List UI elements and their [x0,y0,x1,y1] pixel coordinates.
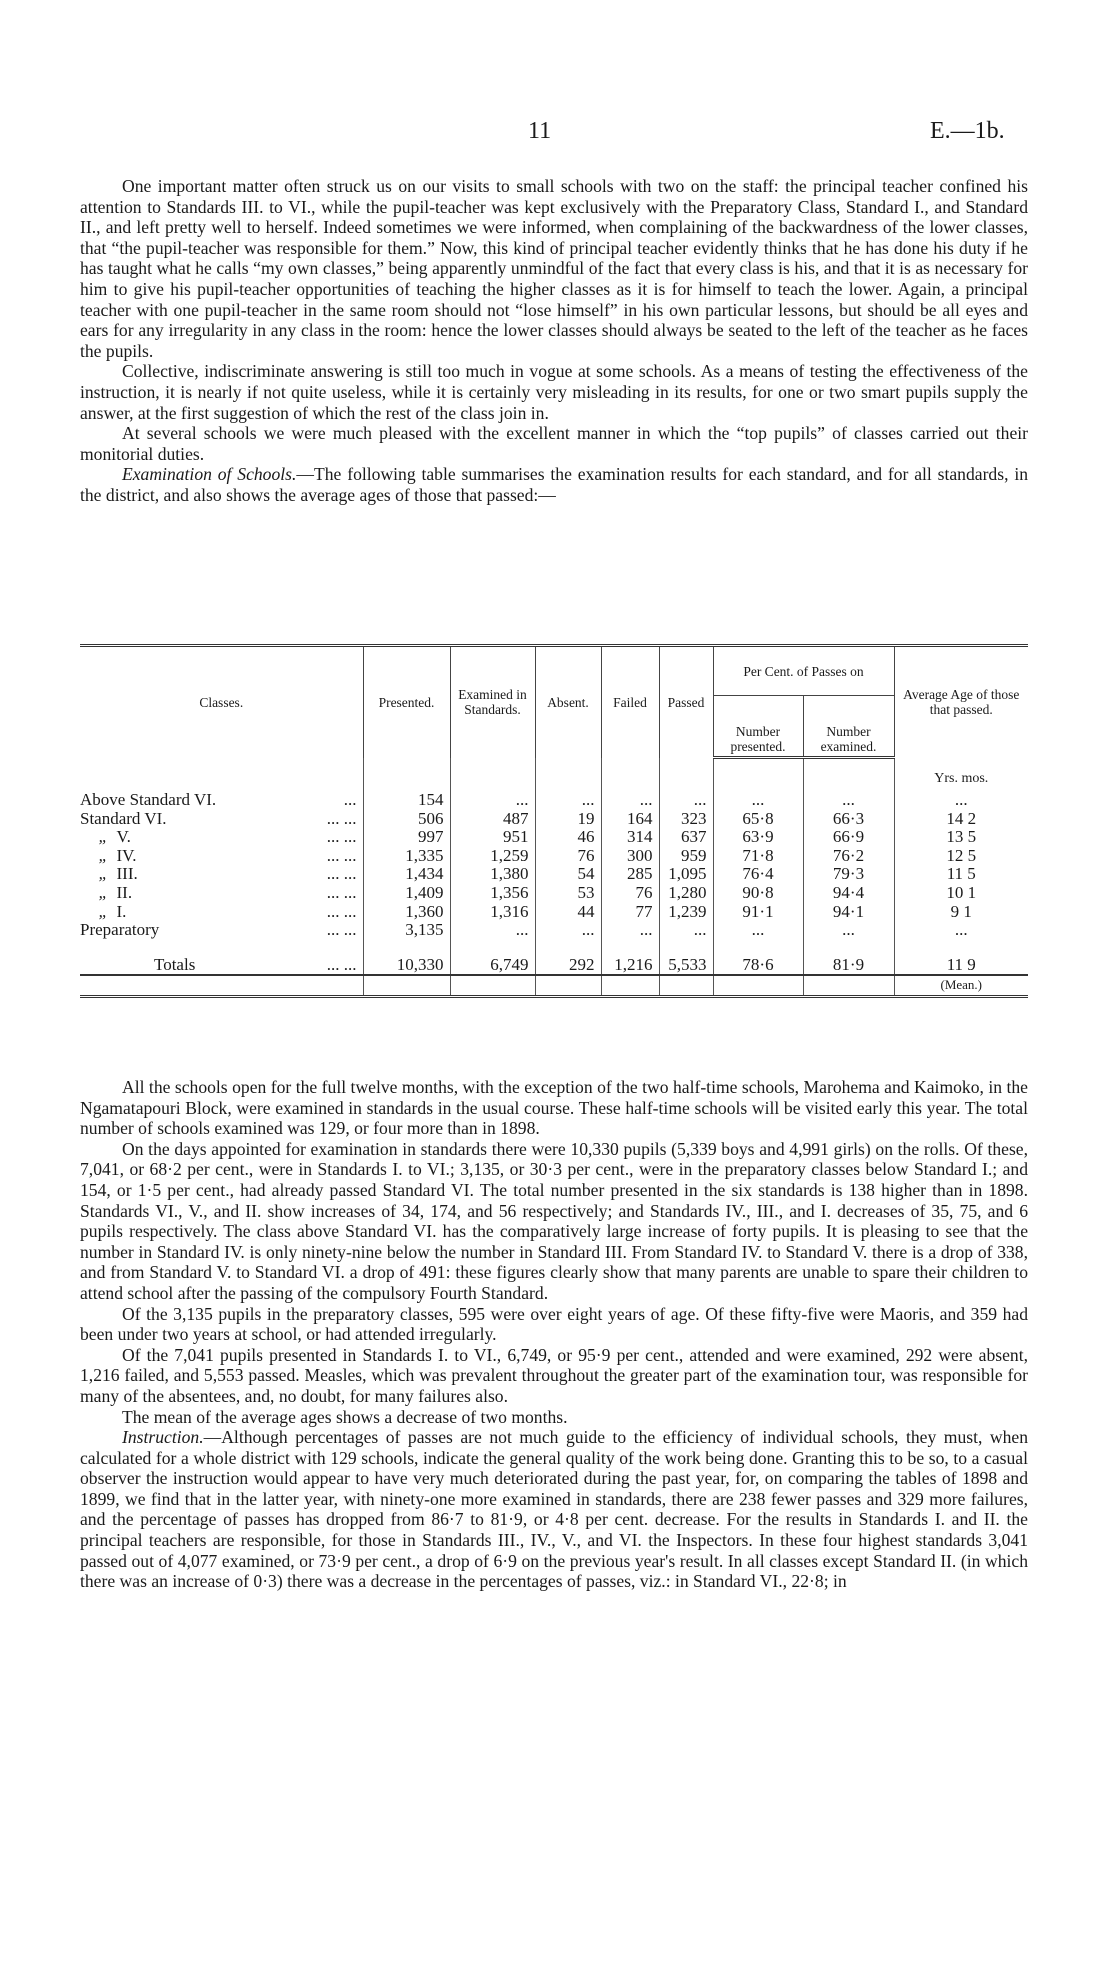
cell-pct-presented: 76·4 [713,865,803,884]
header-absent: Absent. [535,646,601,758]
cell-failed: ... [601,789,659,810]
age-units-label: Yrs. mos. [934,771,989,787]
cell-pct-examined: 66·3 [803,810,894,829]
cell-pct-examined: ... [803,789,894,810]
cell-examined: 1,380 [450,865,535,884]
cell-passed: ... [659,789,713,810]
table-row [80,810,1028,829]
ditto-mark: „ [98,827,108,847]
total-passed: 5,533 [659,940,713,976]
cell-age: 9 1 [950,901,972,921]
cell-pct-presented: 90·8 [713,884,803,903]
cell-pct-examined: 66·9 [803,828,894,847]
header-average-age: Average Age of those that passed. [894,646,1028,758]
paragraph-instruction [80,1427,1028,1592]
cell-passed: 1,095 [659,865,713,884]
leader-dots: ... [343,790,357,809]
cell-class-label [80,828,363,847]
cell-presented: 1,434 [363,865,450,884]
cell-pct-presented: 63·9 [713,828,803,847]
header-number-examined: Number examined. [803,696,894,758]
cell-pct-presented: 91·1 [713,903,803,922]
cell-class-label [80,884,363,903]
ditto-mark: „ [98,864,108,884]
class-label: IV. [116,845,137,865]
cell-pct-examined: 76·2 [803,847,894,866]
ditto-mark: „ [98,882,108,902]
cell-examined: 1,259 [450,847,535,866]
cell-pct-presented: ... [713,789,803,810]
total-presented: 10,330 [363,940,450,976]
totals-row [80,940,1028,976]
table-row [80,828,1028,847]
cell-class-label [80,940,363,976]
cell-age: 14 2 [946,808,977,828]
cell-absent: ... [535,789,601,810]
cell-class-label [80,810,363,829]
paragraph-collective-answering: Collective, indiscriminate answering is still too much in vogue at some schools. As a means of testing the effectiveness of the instruction, it is nearly if not quite useless, while it is certainly very misleading in its results, for one or two smart pupils supply the answer, at the first suggestion of which the rest of the class join in. [80,361,1028,423]
paragraph-half-time-schools: All the schools open for the full twelve months, with the exception of the two half-time schools, Marohema and Kaimoko, in the Ngamatapouri Block, were examined in standards in the usual course. These half-time schools will be visited early this year. The total number of schools examined was 129, or four more than in 1898. [80,1077,1028,1139]
examination-heading: Examination of Schools. [122,464,297,485]
examination-results-table [80,644,1028,998]
class-label: I. [116,901,127,921]
leader-dots: ... ... [326,920,357,940]
cell-failed: 76 [601,884,659,903]
cell-examined: ... [450,921,535,940]
total-failed: 1,216 [601,940,659,976]
cell-age: 10 1 [946,882,977,902]
cell-pct-presented: ... [713,921,803,940]
table-row [80,921,1028,940]
cell-absent: 53 [535,884,601,903]
cell-failed: 164 [601,810,659,829]
cell-examined: 1,316 [450,903,535,922]
table-row [80,789,1028,810]
leader-dots: ... ... [326,954,357,974]
cell-age: 12 5 [946,845,977,865]
cell-passed: 959 [659,847,713,866]
class-label: V. [116,827,131,847]
cell-absent: 76 [535,847,601,866]
leader-dots: ... ... [326,827,357,847]
paragraph-principal-teacher: One important matter often struck us on our visits to small schools with two on the staff: the principal teacher confined his attention to Standards III. to VI., while the pupil-teacher was kept exclusively with the Preparatory Class, Standard I., and Standard II., and left pretty well to herself. Indeed sometimes we were informed, when complaining of the backwardness of the lower classes, that “the pupil-teacher was responsible for them.” Now, this kind of principal teacher evidently thinks that he has done his duty if he has taught what he calls “my own classes,” being apparently unmindful of the fact that every class is his, and that it is as necessary for him to give his pupil-teacher opportunities of teaching the higher classes as it is for himself to teach the lower. Again, a principal teacher with one pupil-teacher in the same room should not “lose himself” in his own particular lessons, but should be all eyes and ears for any irregularity in any class in the room: hence the lower classes should always be seated to the left of the teacher as he faces the pupils. [80,176,1028,361]
class-label: Above Standard VI. [80,790,217,809]
paragraph-examination-intro [80,464,1028,505]
ditto-mark: „ [98,845,108,865]
cell-class-label [80,847,363,866]
cell-pct-presented: 71·8 [713,847,803,866]
cell-failed: ... [601,921,659,940]
header-number-presented: Number presented. [713,696,803,758]
cell-absent: 46 [535,828,601,847]
total-absent: 292 [535,940,601,976]
cell-examined: ... [450,789,535,810]
cell-pct-examined: ... [803,921,894,940]
cell-failed: 314 [601,828,659,847]
later-text-block [80,1077,1028,1592]
cell-failed: 300 [601,847,659,866]
cell-passed: ... [659,921,713,940]
instruction-heading: Instruction. [122,1427,204,1448]
cell-class-label [80,789,363,810]
cell-absent: 54 [535,865,601,884]
cell-class-label [80,865,363,884]
class-label: II. [116,882,133,902]
table-row [80,847,1028,866]
cell-examined: 487 [450,810,535,829]
header-failed: Failed [601,646,659,758]
header-passed: Passed [659,646,713,758]
total-pct-examined: 81·9 [803,940,894,976]
cell-presented: 154 [363,789,450,810]
page-number: 11 [528,118,552,144]
cell-presented: 3,135 [363,921,450,940]
cell-age: ... [954,920,968,940]
table-row [80,884,1028,903]
cell-examined: 1,356 [450,884,535,903]
table-row [80,903,1028,922]
total-examined: 6,749 [450,940,535,976]
class-label: III. [116,864,138,884]
mean-note: (Mean.) [894,975,1028,996]
leader-dots: ... ... [326,901,357,921]
cell-presented: 1,409 [363,884,450,903]
cell-presented: 997 [363,828,450,847]
leader-dots: ... ... [326,845,357,865]
cell-age: 11 5 [946,864,976,884]
total-pct-presented: 78·6 [713,940,803,976]
cell-class-label [80,903,363,922]
cell-passed: 1,280 [659,884,713,903]
table-row [80,865,1028,884]
cell-examined: 951 [450,828,535,847]
header-percent-group: Per Cent. of Passes on [713,646,894,696]
cell-pct-presented: 65·8 [713,810,803,829]
class-label: Standard VI. [80,808,167,828]
leader-dots: ... ... [326,808,357,828]
class-label: Totals [154,954,196,974]
header-examined: Examined in Standards. [450,646,535,758]
class-label: Preparatory [80,920,160,940]
cell-absent: 19 [535,810,601,829]
ditto-mark: „ [98,901,108,921]
cell-presented: 506 [363,810,450,829]
header-presented: Presented. [363,646,450,758]
cell-pct-examined: 94·1 [803,903,894,922]
leader-dots: ... ... [326,882,357,902]
total-age: 11 9 [894,940,1028,976]
cell-failed: 285 [601,865,659,884]
cell-absent: 44 [535,903,601,922]
cell-passed: 1,239 [659,903,713,922]
cell-class-label [80,921,363,940]
cell-pct-examined: 94·4 [803,884,894,903]
cell-pct-examined: 79·3 [803,865,894,884]
paragraph-pupils-on-rolls: On the days appointed for examination in standards there were 10,330 pupils (5,339 boys and 4,991 girls) on the rolls. Of these, 7,041, or 68·2 per cent., were in Standards I. to VI.; 3,135, or 30·3 per cent., were in the preparatory classes below Standard I.; and 154, or 1·5 per cent., had already passed Standard VI. The total number presented in the six standards is 138 higher than in 1898. Standards VI., V., and II. show increases of 34, 174, and 56 respectively; and Standards IV., III., and I. decreases of 35, 75, and 6 pupils respectively. The class above Standard VI. has the comparatively large increase of forty pupils. It is pleasing to see that the number in Standard IV. is only ninety-nine below the number in Standard III. From Standard IV. to Standard V. there is a drop of 338, and from Standard V. to Standard VI. a drop of 491: these figures clearly show that many parents are unable to spare their children to attend school after the passing of the compulsory Fourth Standard. [80,1138,1028,1303]
cell-presented: 1,335 [363,847,450,866]
intro-text-block [80,176,1028,506]
cell-failed: 77 [601,903,659,922]
examination-intro-text: —The following table summarises the examination results for each standard, and for all standards, in the district, and also shows the average ages of those that passed:— [80,464,1028,505]
leader-dots: ... ... [326,864,357,884]
mean-note-row [80,975,1028,996]
paragraph-monitorial-duties: At several schools we were much pleased with the excellent manner in which the “top pupils” of classes carried out their monitorial duties. [80,423,1028,464]
paragraph-mean-age: The mean of the average ages shows a decrease of two months. [122,1406,568,1427]
cell-presented: 1,360 [363,903,450,922]
cell-age: ... [954,790,968,809]
paragraph-measles-absentees: Of the 7,041 pupils presented in Standards I. to VI., 6,749, or 95·9 per cent., attended and were examined, 292 were absent, 1,216 failed, and 5,553 passed. Measles, which was prevalent throughout the greater part of the examination tour, was responsible for many of the absentees, and, no doubt, for many failures also. [80,1344,1028,1406]
cell-passed: 637 [659,828,713,847]
page-reference: E.—1b. [930,118,1005,144]
paragraph-preparatory-classes: Of the 3,135 pupils in the preparatory classes, 595 were over eight years of age. Of these fifty-five were Maoris, and 359 had been under two years at school, or had attended irregularly. [80,1303,1028,1345]
cell-passed: 323 [659,810,713,829]
cell-age: 13 5 [946,827,977,847]
instruction-text: —Although percentages of passes are not much guide to the efficiency of individual schools, they must, when calculated for a whole district with 129 schools, indicate the general quality of the work being done. Granting this to be so, to a casual observer the instruction would appear to have very much deteriorated during the past year, for, on comparing the tables of 1898 and 1899, we find that in the latter year, with ninety-one more examined in standards, there are 238 fewer passes and 329 more failures, and the percentage of passes has dropped from 86·7 to 81·9, or 4·8 per cent. decrease. For the results in Standards I. and II. the principal teachers are responsible, for those in Standards III., IV., V., and VI. the Inspectors. In these four highest standards 3,041 passed out of 4,077 examined, or 73·9 per cent., a drop of 6·9 on the previous year's result. In all classes except Standard II. (in which there was an increase of 0·3) there was a decrease in the percentages of passes, viz.: in Standard VI., 22·8; in [80,1427,1028,1592]
header-classes: Classes. [80,646,363,758]
cell-absent: ... [535,921,601,940]
